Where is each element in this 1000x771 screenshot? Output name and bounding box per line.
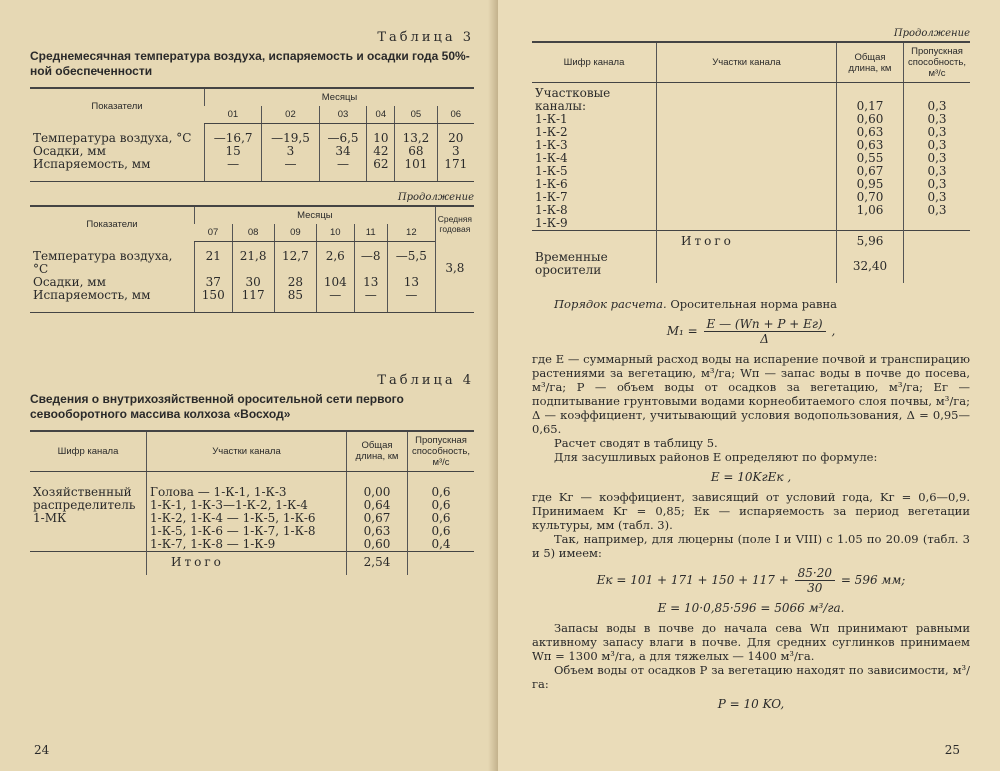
cell: —8 (354, 242, 387, 276)
capacity-value: 0,4 (431, 536, 451, 551)
page-number-left: 24 (34, 743, 50, 757)
length-value: 0,67 (856, 164, 884, 178)
table4c-header-code: Шифр канала (532, 42, 657, 83)
paragraph-definitions: где E — суммарный расход воды на испарение почвой и транспирацию растениями за вегетацию, м³/га; Wп — запас воды в почве до посева, м³/га; P — объем воды от осадков за вегетацию, м³/га; Eг — подпитывание грунтовыми водами корнеобитаемого слоя почвы, м³/га; Δ — коэффициент, учитывающий условия водопользования, Δ = 0,95—0,65. (532, 352, 970, 436)
canal-code: 1-К-1 (535, 112, 568, 126)
table3c-month: 07 (195, 224, 233, 242)
cell: 62 (367, 158, 395, 182)
length-value: 0,17 (856, 99, 884, 113)
continuation-label: Продолжение (893, 28, 970, 39)
row-label: Осадки, мм (33, 144, 106, 158)
length-value: 0,95 (856, 177, 884, 191)
formula-ek (532, 566, 970, 595)
cell: 15 (205, 145, 262, 158)
canal-code: 1-К-2 (535, 125, 568, 139)
cell: 12,7 (274, 242, 316, 276)
table3-label: Таблица 3 (377, 30, 474, 45)
page-number-right: 25 (944, 743, 960, 757)
formula-evaporation: E = 10KгEк , (710, 470, 792, 484)
left-page (0, 0, 498, 771)
canal-name: Хозяйственный распределитель 1-МК (33, 484, 136, 525)
table-row (532, 83, 970, 231)
canal-code: 1-К-7 (535, 190, 568, 204)
formula-e-result: E = 10·0,85·596 = 5066 м³/га. (657, 601, 845, 615)
cell: — (262, 158, 319, 182)
table4c-header-sections: Участки канала (657, 42, 837, 83)
capacity-value: 0,6 (431, 510, 451, 525)
cell: 13,2 (395, 124, 437, 146)
paragraph-soil-water: Запасы воды в почве до начала сева Wп принимают равными активному запасу влаги в почве. Для средних суглинков принимаем Wп = 1300 м³/га, а для тяжелых — 1400 м³/га. (532, 621, 970, 663)
capacity-value: 0,6 (431, 497, 451, 512)
table3-month: 04 (367, 106, 395, 124)
table3 (30, 87, 474, 182)
empty-cell (657, 83, 837, 231)
table3-month: 01 (205, 106, 262, 124)
cell: —6,5 (319, 124, 367, 146)
length-value: 0,63 (856, 125, 884, 139)
table3c-month: 08 (232, 224, 274, 242)
formula-irrigation-norm (532, 317, 970, 346)
section-item: 1-К-5, 1-К-6 — 1-К-7, 1-К-8 (150, 523, 316, 538)
length-list (347, 471, 408, 551)
capacity-value: 0,3 (927, 190, 947, 204)
group-label: Участковые каналы: (535, 86, 611, 113)
table-row (532, 231, 970, 284)
paragraph-table5: Расчет сводят в таблицу 5. (554, 436, 718, 450)
table-row (30, 471, 474, 551)
table3c-month: 10 (317, 224, 355, 242)
table4c-header-length: Общая длина, км (837, 42, 904, 83)
temp-irrigators-label: Временные оросители (532, 231, 657, 284)
cell: — (319, 158, 367, 182)
formula3-fraction (795, 566, 835, 595)
annual-average: 3,8 (435, 242, 474, 276)
length-value: 0,63 (363, 523, 391, 538)
length-value: 0,64 (363, 497, 391, 512)
formula1-lhs: M₁ = (666, 324, 698, 338)
capacity-value: 0,3 (927, 125, 947, 139)
capacity-value: 0,3 (927, 203, 947, 217)
cell: 42 (367, 145, 395, 158)
table4-header-sections: Участки канала (147, 431, 347, 472)
table3-continued (30, 205, 474, 313)
formula1-denominator: Δ (760, 332, 769, 346)
paragraph-dry-regions: Для засушливых районов E определяют по формуле: (554, 450, 878, 464)
cell: 20 (437, 124, 474, 146)
cell: — (205, 158, 262, 182)
cell: 101 (395, 158, 437, 182)
table-row (30, 124, 474, 146)
length-value: 0,60 (856, 112, 884, 126)
row-label: Температура воздуха, °С (33, 248, 173, 276)
cell: 13 (354, 276, 387, 289)
capacity-value: 0,3 (927, 138, 947, 152)
total-label: Итого (147, 551, 347, 575)
cell (435, 289, 474, 313)
capacity-value: 0,6 (431, 523, 451, 538)
table3-header-indicator: Показатели (30, 88, 205, 124)
cell: — (387, 289, 435, 313)
formula3-end: = 596 мм; (840, 573, 906, 587)
capacity-value: 0,3 (927, 177, 947, 191)
cell: 10 (367, 124, 395, 146)
table3-header-months: Месяцы (205, 88, 475, 106)
table-row (30, 276, 474, 289)
section-item: Голова — 1-К-1, 1-К-3 (150, 484, 287, 499)
row-label: Испаряемость, мм (30, 289, 195, 313)
total-length: 2,54 (347, 551, 408, 575)
cell: 117 (232, 289, 274, 313)
table4-header-code: Шифр канала (30, 431, 147, 472)
cell: — (317, 289, 355, 313)
cell: 34 (319, 145, 367, 158)
table4-header-capacity: Пропускная способность, м³/с (408, 431, 475, 472)
table3-month: 02 (262, 106, 319, 124)
table-row (30, 289, 474, 313)
cell: 68 (395, 145, 437, 158)
canal-code: 1-К-8 (535, 203, 568, 217)
table-row (30, 158, 474, 182)
table4 (30, 430, 474, 575)
row-label: Осадки, мм (33, 274, 106, 289)
table3c-header-indicator: Показатели (30, 206, 195, 242)
cell: 13 (387, 276, 435, 289)
formula1-fraction (704, 317, 826, 346)
table3c-month: 09 (274, 224, 316, 242)
formula3-numerator: 85·20 (795, 566, 835, 581)
capacity-list (904, 83, 971, 231)
canal-code: 1-К-3 (535, 138, 568, 152)
section-item: 1-К-7, 1-К-8 — 1-К-9 (150, 536, 276, 551)
calc-intro (532, 297, 970, 311)
capacity-value: 0,3 (927, 99, 947, 113)
table3c-month: 11 (354, 224, 387, 242)
empty-cell (408, 551, 475, 575)
capacity-value: 0,6 (431, 484, 451, 499)
cell: 28 (274, 276, 316, 289)
code-list (532, 83, 657, 231)
formula3-lhs: Eк = 101 + 171 + 150 + 117 + (596, 573, 789, 587)
cell: 21 (195, 242, 233, 276)
row-label: Температура воздуха, °С (33, 130, 192, 145)
cell: 150 (195, 289, 233, 313)
table3c-header-avg: Средняя годовая (435, 206, 474, 242)
capacity-value: 0,3 (927, 164, 947, 178)
paragraph-example: Так, например, для люцерны (поле I и VIII) с 1.05 по 20.09 (табл. 3 и 5) имеем: (532, 532, 970, 560)
cell: 104 (317, 276, 355, 289)
table3-month: 03 (319, 106, 367, 124)
empty-cell (30, 551, 147, 575)
temp-length: 32,40 (852, 259, 888, 273)
length-value: 0,60 (363, 536, 391, 551)
table3-month: 06 (437, 106, 474, 124)
capacity-value: 0,3 (927, 112, 947, 126)
formula-precipitation: P = 10 KO, (717, 697, 785, 711)
total-and-temp-lengths (837, 231, 904, 284)
calc-intro-text: Оросительная норма равна (670, 297, 837, 311)
cell: 171 (437, 158, 474, 182)
table4-continued (532, 41, 970, 283)
capacity-value: 0,3 (927, 151, 947, 165)
table4-label: Таблица 4 (377, 372, 474, 388)
formula3-denominator: 30 (807, 581, 823, 595)
canal-code: 1-К-9 (535, 216, 568, 230)
cell (435, 276, 474, 289)
canal-code: 1-К-5 (535, 164, 568, 178)
cell: 2,6 (317, 242, 355, 276)
section-list (147, 471, 347, 551)
table-row (30, 242, 474, 276)
length-value: 0,00 (363, 484, 391, 499)
capacity-list (408, 471, 475, 551)
paragraph-precipitation: Объем воды от осадков P за вегетацию находят по зависимости, м³/га: (532, 663, 970, 691)
length-value: 0,70 (856, 190, 884, 204)
total-label: Итого (657, 231, 837, 284)
section-item: 1-К-1, 1-К-3—1-К-2, 1-К-4 (150, 497, 308, 512)
calc-heading: Порядок расчета. (554, 297, 667, 311)
cell: 37 (195, 276, 233, 289)
canal-code: 1-К-4 (535, 151, 568, 165)
length-value: 0,63 (856, 138, 884, 152)
cell: 30 (232, 276, 274, 289)
formula1-end: , (831, 324, 836, 338)
cell: 85 (274, 289, 316, 313)
cell: —5,5 (387, 242, 435, 276)
cell: 3 (262, 145, 319, 158)
row-label: Испаряемость, мм (30, 158, 205, 182)
cell: 21,8 (232, 242, 274, 276)
table3-title: Среднемесячная температура воздуха, испаряемость и осадки года 50%-ной обеспеченности (30, 49, 470, 78)
cell: — (354, 289, 387, 313)
right-page (498, 0, 1000, 771)
section-item: 1-К-2, 1-К-4 — 1-К-5, 1-К-6 (150, 510, 316, 525)
table3-month: 05 (395, 106, 437, 124)
table3c-month: 12 (387, 224, 435, 242)
cell: 3 (437, 145, 474, 158)
table4-title: Сведения о внутрихозяйственной оросительной сети первого севооборотного массива колхоза «Восход» (30, 391, 404, 421)
cell: —19,5 (262, 124, 319, 146)
length-value: 1,06 (856, 203, 884, 217)
table4c-header-capacity: Пропускная способность, м³/с (904, 42, 971, 83)
paragraph-kg: где Kг — коэффициент, зависящий от условий года, Kг = 0,6—0,9. Принимаем Kг = 0,85; Eк — испаряемость за период вегетации культуры, мм (табл. 3). (532, 490, 970, 532)
table-row (30, 551, 474, 575)
total-length: 5,96 (856, 234, 884, 248)
table4-header-length: Общая длина, км (347, 431, 408, 472)
empty-cell (904, 231, 971, 284)
canal-code: 1-К-6 (535, 177, 568, 191)
table3-continuation-label: Продолжение (397, 192, 474, 203)
length-list (837, 83, 904, 231)
formula1-numerator: E — (Wп + P + Eг) (704, 317, 826, 332)
cell: —16,7 (205, 124, 262, 146)
table3c-header-months: Месяцы (195, 206, 436, 224)
length-value: 0,55 (856, 151, 884, 165)
length-value: 0,67 (363, 510, 391, 525)
